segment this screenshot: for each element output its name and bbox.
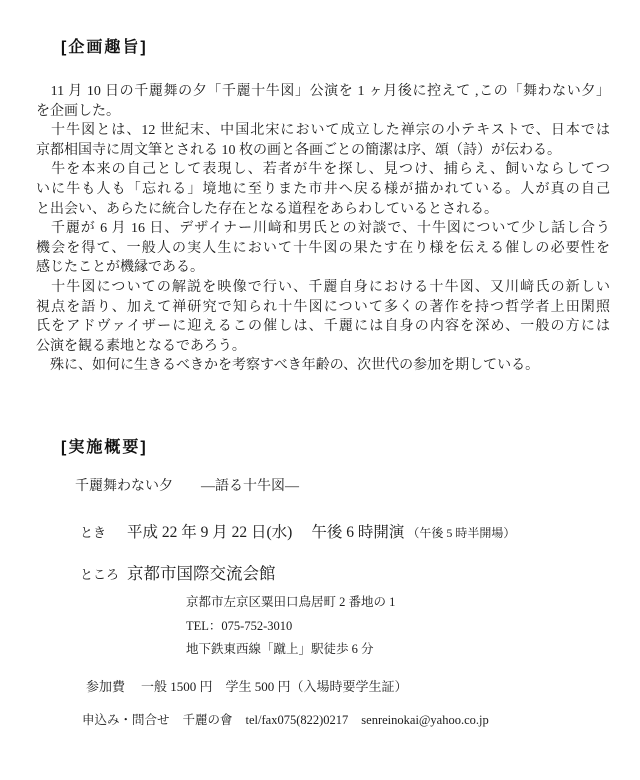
venue-address: 京都市左京区粟田口鳥居町 2 番地の 1 [186,595,396,609]
venue-details [186,591,395,662]
text-line: と出会い、あらたに統合した存在となる道程をあらわしているとされる。 [36,201,498,217]
text-line: 殊に、如何に生きるべきかを考察すべき年齢の、次世代の参加を期している。 [36,358,540,374]
row-venue [80,562,276,587]
venue-label: ところ [80,567,120,582]
fee-label: 参加費 [86,679,126,694]
venue-name: 京都市国際交流会館 [127,564,276,583]
text-line: 11 月 10 日の千麗舞の夕「千麗十牛図」公演を 1 ヶ月後に控えて ,この「舞わない夕」 [36,84,610,99]
text-line: 視点を語り、加えて禅研究で知られ十牛図について多くの著作を持つ哲学者上田閑照 [36,299,610,315]
contact-org: 千麗の會 [182,713,233,727]
text-line: 牛を本来の自己として表現し、若者が牛を探し、見つけ、捕らえ、飼いならしてつ [36,162,610,178]
contact-telfax: tel/fax075(822)0217 [245,713,349,727]
text-line: 感じたことが機縁である。 [36,260,204,276]
text-line: 公演を観る素地となるであろう。 [36,338,246,354]
doors-open-note: （午後 5 時半開場） [407,526,516,540]
fee-value: 一般 1500 円 学生 500 円（入場時要学生証） [141,679,408,694]
section-heading-overview: [実施概要] [61,439,148,456]
text-line: 京都相国寺に周文筆とされる 10 枚の画と各画ごとの簡潔は序、頌（詩）が伝わる。 [36,142,561,158]
text-line: いに牛も人も「忘れる」境地に至りまた市井へ戻る様が描かれている。人が真の自己 [36,181,610,197]
venue-tel: TEL：075-752-3010 [186,618,293,633]
row-contact [82,711,489,729]
purpose-paragraphs [36,82,610,376]
text-line: 十牛図についての解説を映像で行い、千麗自身における十牛図、又川﨑氏の新しい [36,279,610,295]
contact-email: senreinokai@yahoo.co.jp [361,713,489,727]
event-title: 千麗舞わない夕 ―語る十牛図― [75,479,299,494]
text-line: 氏をアドヴァイザーに迎えるこの催しは、千麗には自身の内容を深め、一般の方には [36,319,610,335]
text-line: 機会を得て、一般人の実人生において十牛図の果たす在り様を伝える催しの必要性を [36,240,610,256]
date-value: 平成 22 年 9 月 22 日(水) [127,524,293,541]
time-value: 午後 6 時開演 [311,524,405,541]
venue-access: 地下鉄東西線「蹴上」駅徒歩 6 分 [186,642,374,656]
contact-label: 申込み・問合せ [82,713,170,727]
text-line: 千麗が 6 月 16 日、デザイナー川﨑和男氏との対談で、十牛図について少し話し合う [36,221,610,237]
date-label: とき [80,525,107,540]
section-heading-purpose: [企画趣旨] [61,39,148,56]
row-fee [86,678,408,696]
text-line: 十牛図とは、12 世紀末、中国北宋において成立した禅宗の小テキストで、日本では [36,123,610,139]
row-date [80,522,515,544]
text-line: を企画した。 [36,103,120,119]
